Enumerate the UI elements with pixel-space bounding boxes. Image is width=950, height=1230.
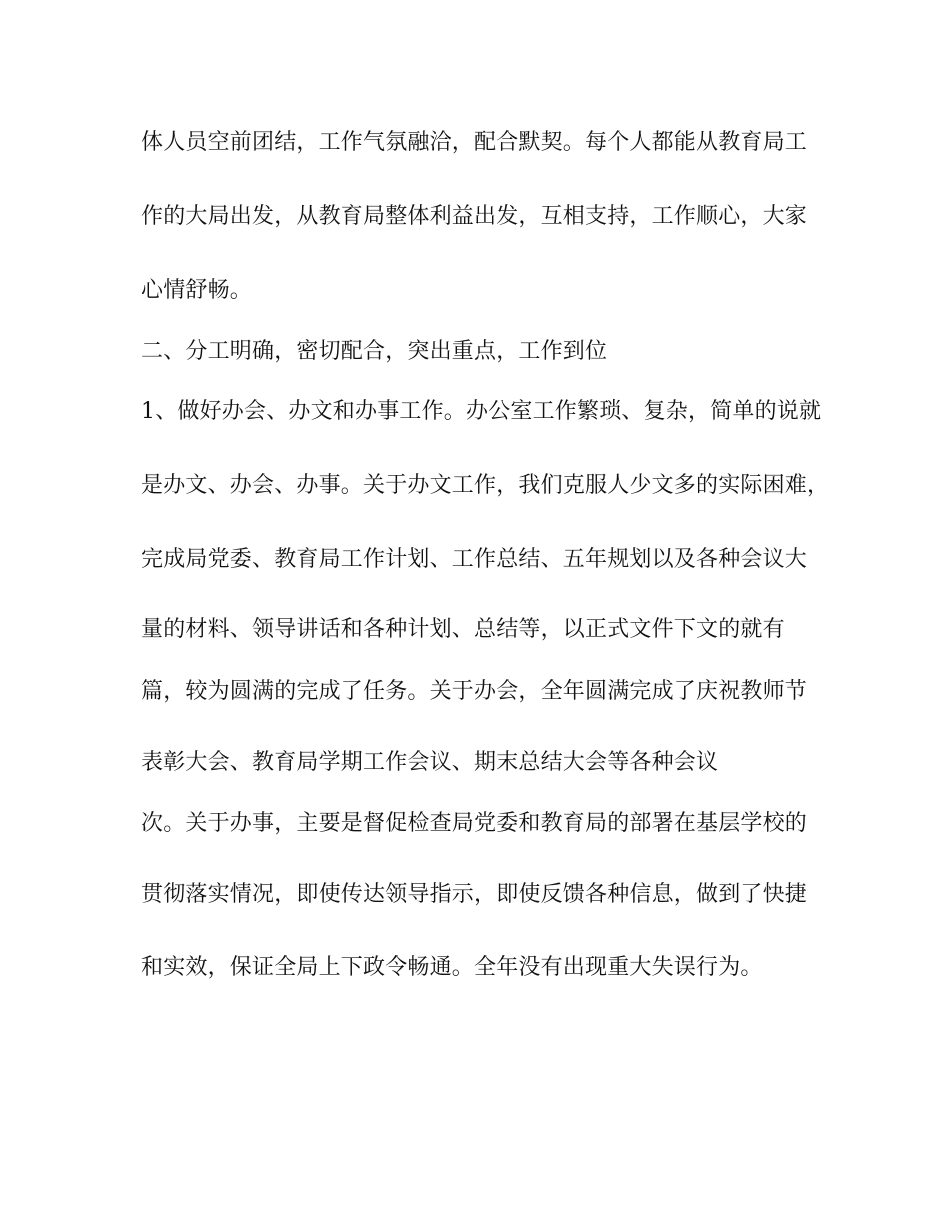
text-line: 和实效，保证全局上下政令畅通。全年没有出现重大失误行为。 xyxy=(141,955,763,980)
text-line: 表彰大会、教育局学期工作会议、期末总结大会等各种会议 xyxy=(141,750,719,775)
text-line: 心情舒畅。 xyxy=(141,278,253,303)
text-line: 量的材料、领导讲话和各种计划、总结等，以正式文件下文的就有 xyxy=(141,617,785,642)
text-line: 作的大局出发，从教育局整体利益出发，互相支持，工作顺心，大家 xyxy=(141,204,808,229)
text-line: 体人员空前团结，工作气氛融洽，配合默契。每个人都能从教育局工 xyxy=(141,130,808,155)
text-line: 篇，较为圆满的完成了任务。关于办会，全年圆满完成了庆祝教师节 xyxy=(141,679,808,704)
text-line: 完成局党委、教育局工作计划、工作总结、五年规划以及各种会议大 xyxy=(141,547,808,572)
text-line: 次。关于办事，主要是督促检查局党委和教育局的部署在基层学校的 xyxy=(141,811,808,836)
text-line: 1、做好办会、办文和办事工作。办公室工作繁琐、复杂，简单的说就 xyxy=(141,399,822,424)
text-line: 是办文、办会、办事。关于办文工作，我们克服人少文多的实际困难， xyxy=(141,473,830,498)
section-heading: 二、分工明确，密切配合，突出重点，工作到位 xyxy=(141,339,608,364)
text-line: 贯彻落实情况，即使传达领导指示，即使反馈各种信息，做到了快捷 xyxy=(141,882,808,907)
